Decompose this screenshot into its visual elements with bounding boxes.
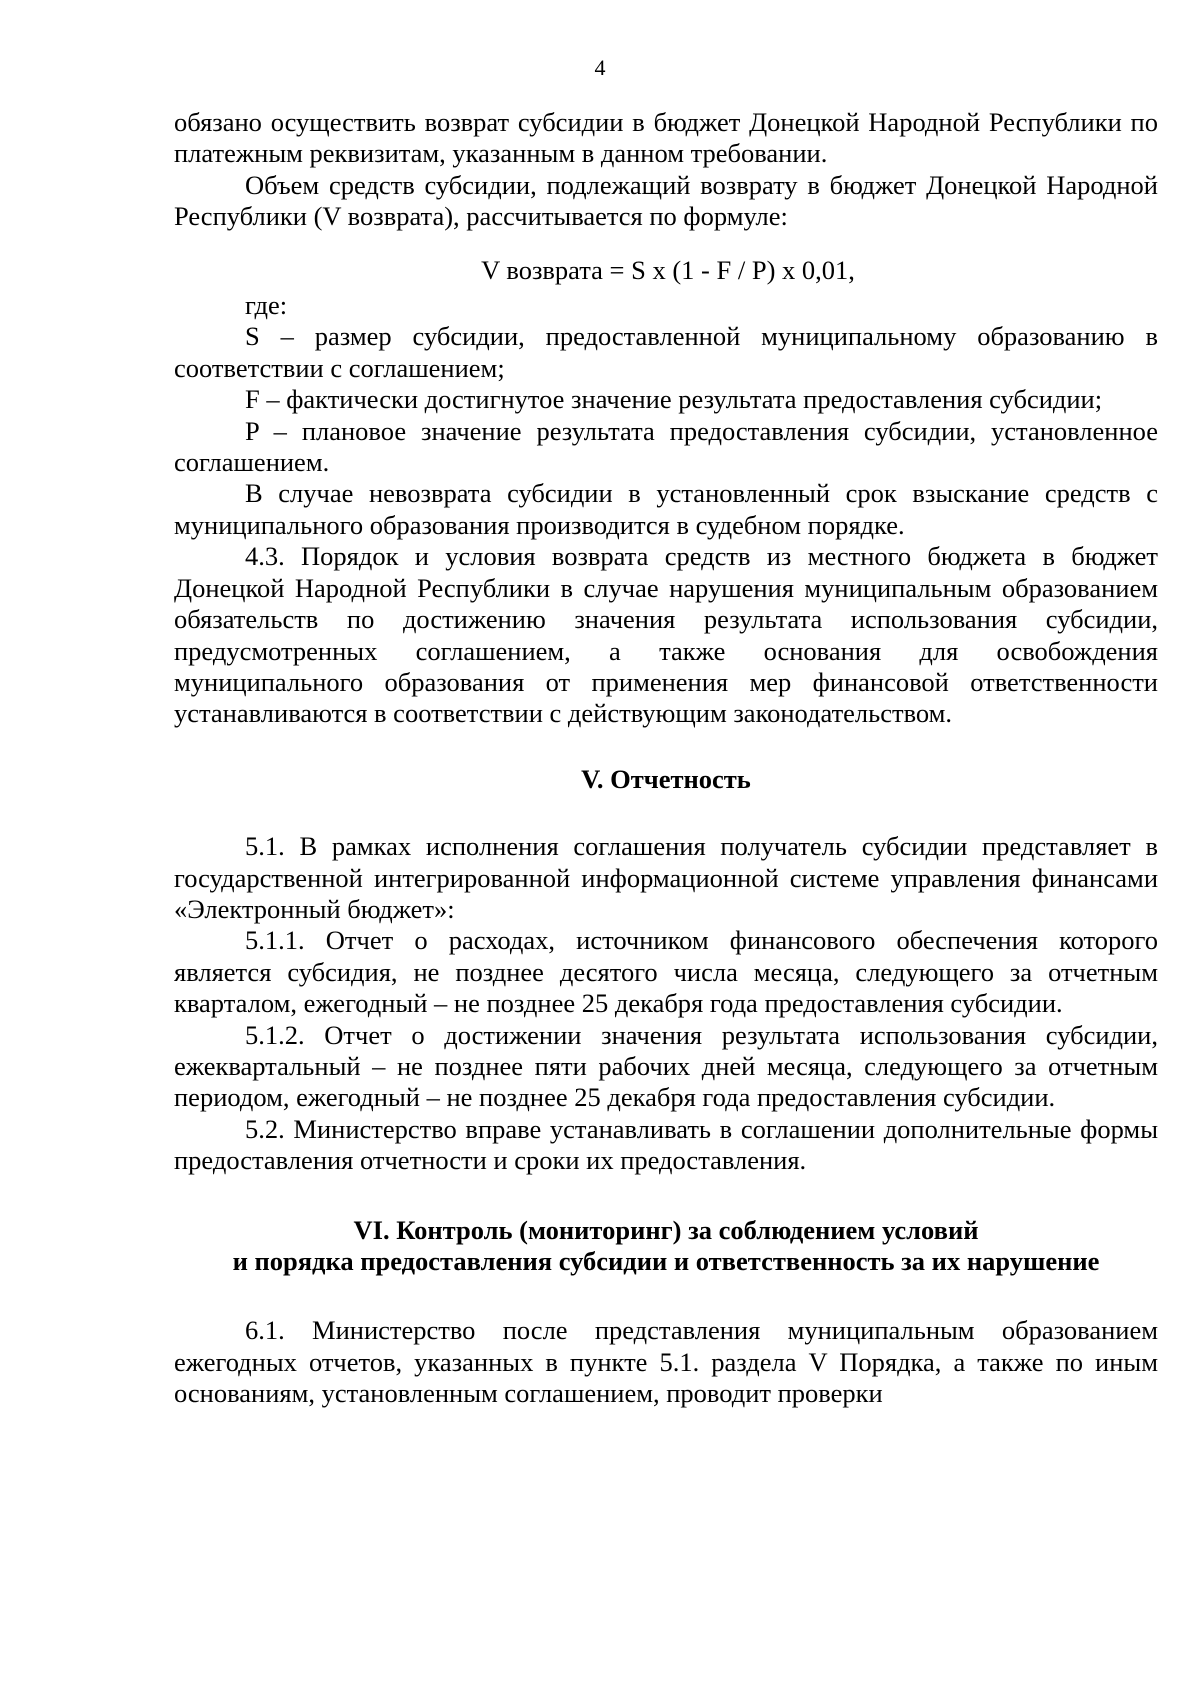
section-heading-6-line-2: и порядка предоставления субсидии и ответственность за их нарушение [232,1246,1100,1276]
definition-p: P – плановое значение результата предоставления субсидии, установленное соглашением. [174,415,1158,478]
section-heading-6 [174,1215,1158,1278]
page-number: 4 [594,55,606,80]
paragraph-5-1: 5.1. В рамках исполнения соглашения получатель субсидии представляет в государственной интегрированной информационной системе управления финансами «Электронный бюджет»: [174,831,1158,924]
paragraph-5-2: 5.2. Министерство вправе устанавливать в соглашении дополнительные формы предоставления отчетности и сроки их предоставления. [174,1113,1158,1176]
paragraph: обязано осуществить возврат субсидии в бюджет Донецкой Народной Республики по платежным реквизитам, указанным в данном требовании. [174,107,1158,169]
definition-f: F – фактически достигнутое значение результата предоставления субсидии; [245,384,1103,415]
paragraph-5-1-2: 5.1.2. Отчет о достижении значения результата использования субсидии, ежеквартальный – не позднее пяти рабочих дней месяца, следующего за отчетным периодом, ежегодный – не позднее 25 декабря года предоставления субсидии. [174,1019,1158,1113]
paragraph: Объем средств субсидии, подлежащий возврату в бюджет Донецкой Народной Республики (V возврата), рассчитывается по формуле: [174,169,1158,232]
paragraph-5-1-1: 5.1.1. Отчет о расходах, источником финансового обеспечения которого является субсидия, не позднее десятого числа месяца, следующего за отчетным кварталом, ежегодный – не позднее 25 декабря года предоставления субсидии. [174,925,1158,1019]
section-heading-6-line-1: VI. Контроль (мониторинг) за соблюдением условий [353,1214,979,1245]
document-body [174,107,1158,1410]
paragraph-4-3: 4.3. Порядок и условия возврата средств из местного бюджета в бюджет Донецкой Народной Республики в случае нарушения муниципальным образованием обязательств по достижению значения результата использования субсидии, предусмотренных соглашением, а также основания для освобождения муниципального образования от применения мер финансовой ответственности устанавливаются в соответствии с действующим законодательством. [174,541,1158,729]
paragraph: В случае невозврата субсидии в установленный срок взыскание средств с муниципального образования производится в судебном порядке. [174,478,1158,540]
section-heading-5: V. Отчетность [581,763,751,794]
formula: V возврата = S x (1 - F / P) x 0,01, [481,254,855,285]
paragraph-6-1: 6.1. Министерство после представления муниципальным образованием ежегодных отчетов, указанных в пункте 5.1. раздела V Порядка, а также по иным основаниям, установленным соглашением, проводит проверки [174,1315,1158,1409]
definition-s: S – размер субсидии, предоставленной муниципальному образованию в соответствии с соглашением; [174,321,1158,383]
where-label: где: [245,290,288,321]
